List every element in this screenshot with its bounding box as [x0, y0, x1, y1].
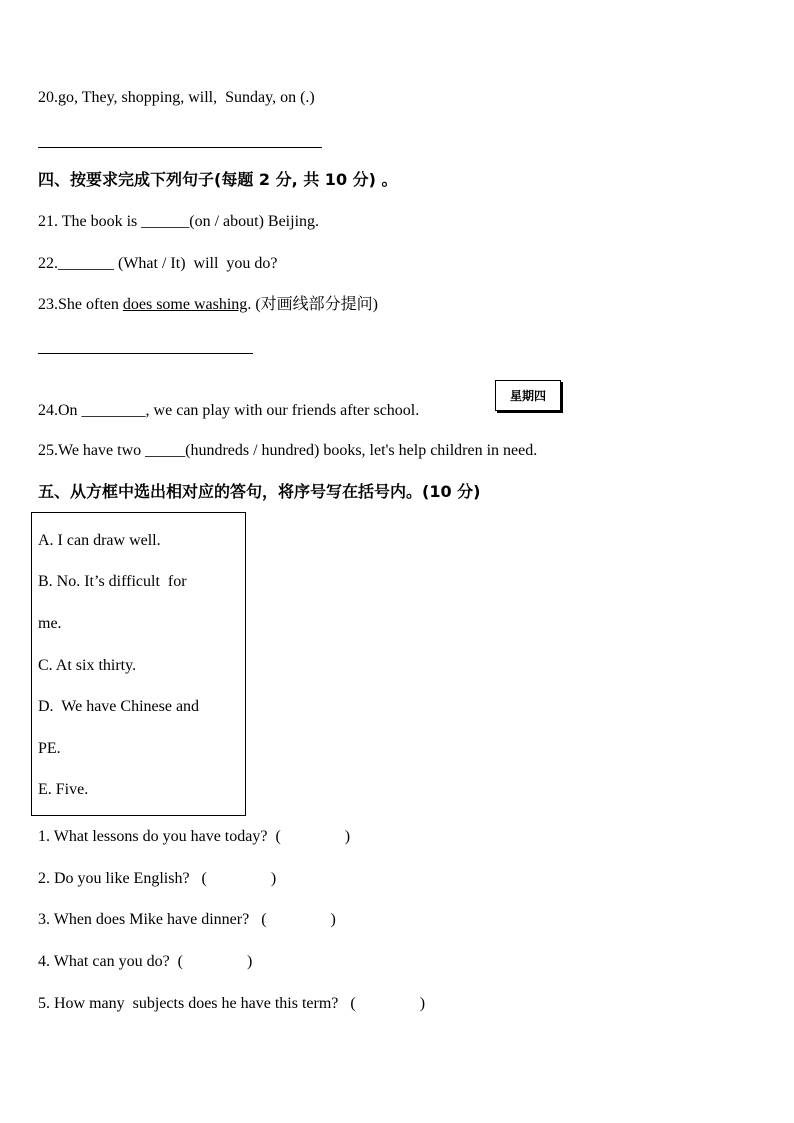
option-d-line2: PE. — [38, 740, 61, 757]
options-box — [31, 512, 246, 816]
question-23 — [38, 295, 378, 315]
option-b-line1: B. No. It’s difficult for — [38, 573, 187, 590]
question-20: 20.go, They, shopping, will, Sunday, on (.) — [38, 89, 315, 106]
answer-line-23 — [38, 353, 253, 354]
match-question-1: 1. What lessons do you have today? ( ) — [38, 828, 351, 845]
match-question-5: 5. How many subjects does he have this term? ( ) — [38, 995, 426, 1012]
match-question-4: 4. What can you do? ( ) — [38, 953, 253, 970]
match-question-3: 3. When does Mike have dinner? ( ) — [38, 911, 336, 928]
question-25: 25.We have two _____(hundreds / hundred) books, let's help children in need. — [38, 442, 538, 459]
weekday-badge: 星期四 — [495, 380, 561, 411]
option-b-line2: me. — [38, 615, 62, 632]
question-22: 22._______ (What / It) will you do? — [38, 255, 278, 272]
question-24: 24.On ________, we can play with our friends after school. — [38, 402, 420, 419]
section-4-title: 四、按要求完成下列句子(每题 2 分, 共 10 分) 。 — [38, 170, 398, 189]
option-c: C. At six thirty. — [38, 657, 137, 674]
question-23-suffix: . (对画线部分提问) — [247, 296, 378, 313]
match-question-2: 2. Do you like English? ( ) — [38, 870, 277, 887]
section-5-title: 五、从方框中选出相对应的答句，将序号写在括号内。(10 分) — [38, 482, 481, 501]
option-a: A. I can draw well. — [38, 532, 161, 549]
answer-line-20 — [38, 147, 322, 148]
question-21: 21. The book is ______(on / about) Beijing. — [38, 213, 320, 230]
question-23-prefix: 23.She often — [38, 296, 123, 313]
option-d-line1: D. We have Chinese and — [38, 698, 200, 715]
question-23-underlined: does some washing — [122, 296, 248, 313]
option-e: E. Five. — [38, 781, 89, 798]
